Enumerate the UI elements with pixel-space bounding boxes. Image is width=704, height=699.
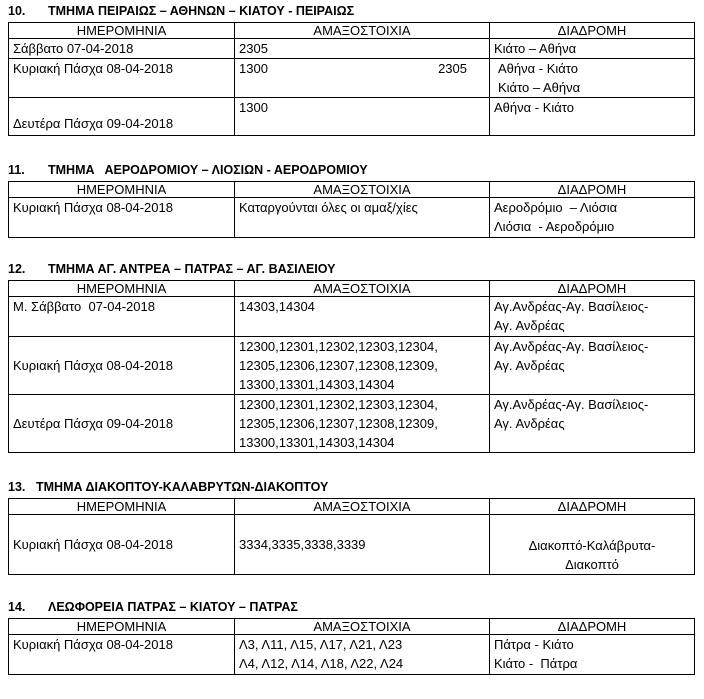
section-13-title (8, 480, 328, 498)
header-trains: ΑΜΑΞΟΣΤΟΙΧΙΑ (235, 23, 490, 39)
section-11-table (8, 181, 695, 238)
header-date: ΗΜΕΡΟΜΗΝΙΑ (9, 619, 235, 635)
train-line: 3334,3335,3338,3339 (239, 537, 366, 552)
table-row (9, 198, 695, 238)
section-12-table (8, 280, 695, 453)
section-14-title (8, 600, 298, 618)
table-row (9, 297, 695, 337)
header-route: ΔΙΑΔΡΟΜΗ (490, 23, 695, 39)
section-heading: ΤΜΗΜΑ ΑΕΡΟΔΡΟΜΙΟΥ – ΛΙΟΣΙΩΝ - ΑΕΡΟΔΡΟΜΙΟΥ (48, 163, 368, 177)
route-cell: Κιάτο – Αθήνα (490, 39, 695, 59)
section-number: 13. (8, 480, 26, 494)
header-route: ΔΙΑΔΡΟΜΗ (490, 281, 695, 297)
table-header-row (9, 619, 695, 635)
table-row (9, 39, 695, 59)
section-12-title (8, 262, 336, 280)
section-number: 11. (8, 163, 25, 177)
trains-cell: 14303,14304 (235, 297, 490, 337)
date-cell: Κυριακή Πάσχα 08-04-2018 (9, 59, 235, 98)
date-cell: Σάββατο 07-04-2018 (9, 39, 235, 59)
table-row (9, 98, 695, 136)
date-cell: Κυριακή Πάσχα 08-04-2018 (9, 635, 235, 675)
table-header-row (9, 182, 695, 198)
header-trains: ΑΜΑΞΟΣΤΟΙΧΙΑ (235, 281, 490, 297)
route-line: Κιάτο - Πάτρα (494, 656, 578, 671)
route-cell (490, 297, 695, 337)
header-date: ΗΜΕΡΟΜΗΝΙΑ (9, 499, 235, 515)
table-header-row (9, 499, 695, 515)
header-trains: ΑΜΑΞΟΣΤΟΙΧΙΑ (235, 182, 490, 198)
route-line: Αγ. Ανδρέας (494, 318, 565, 333)
route-cell (490, 59, 695, 98)
route-line: Αγ. Ανδρέας (494, 358, 565, 373)
table-row (9, 515, 695, 575)
date-cell (9, 98, 235, 136)
route-line: Πάτρα - Κιάτο (494, 637, 574, 652)
trains-cell (235, 395, 490, 453)
table-row (9, 395, 695, 453)
section-13-table (8, 498, 695, 575)
date-text: Δευτέρα Πάσχα 09-04-2018 (13, 416, 174, 431)
route-cell (490, 515, 695, 575)
header-trains: ΑΜΑΞΟΣΤΟΙΧΙΑ (235, 499, 490, 515)
header-route: ΔΙΑΔΡΟΜΗ (490, 182, 695, 198)
trains-cell: 2305 (235, 39, 490, 59)
section-heading: ΤΜΗΜΑ ΑΓ. ΑΝΤΡΕΑ – ΠΑΤΡΑΣ – ΑΓ. ΒΑΣΙΛΕΙΟΥ (48, 262, 336, 276)
route-line: Αεροδρόμιο – Λιόσια (494, 200, 618, 215)
route-cell (490, 395, 695, 453)
route-line: Αγ.Ανδρέας-Αγ. Βασίλειος- (494, 397, 649, 412)
section-heading: ΤΜΗΜΑ ΔΙΑΚΟΠΤΟΥ-ΚΑΛΑΒΡΥΤΩΝ-ΔΙΑΚΟΠΤΟΥ (36, 480, 329, 494)
date-cell: Μ. Σάββατο 07-04-2018 (9, 297, 235, 337)
table-row (9, 337, 695, 395)
section-14-table (8, 618, 695, 675)
train-line: 13300,13301,14303,14304 (239, 435, 395, 450)
date-cell (9, 515, 235, 575)
date-text: Δευτέρα Πάσχα 09-04-2018 (13, 116, 174, 131)
header-date: ΗΜΕΡΟΜΗΝΙΑ (9, 182, 235, 198)
header-date: ΗΜΕΡΟΜΗΝΙΑ (9, 23, 235, 39)
train-number: 2305 (438, 61, 467, 76)
section-number: 12. (8, 262, 26, 276)
table-row (9, 635, 695, 675)
trains-cell (235, 635, 490, 675)
header-route: ΔΙΑΔΡΟΜΗ (490, 499, 695, 515)
date-cell: Κυριακή Πάσχα 08-04-2018 (9, 198, 235, 238)
header-date: ΗΜΕΡΟΜΗΝΙΑ (9, 281, 235, 297)
route-cell (490, 337, 695, 395)
route-cell: Αθήνα - Κιάτο (490, 98, 695, 136)
train-line: 12300,12301,12302,12303,12304, (239, 397, 438, 412)
section-10-table (8, 22, 695, 136)
route-line: Διακοπτό-Καλάβρυτα- (528, 538, 656, 553)
table-header-row (9, 23, 695, 39)
train-line: 13300,13301,14303,14304 (239, 377, 395, 392)
route-line: Αγ.Ανδρέας-Αγ. Βασίλειος- (494, 299, 649, 314)
train-line: Λ3, Λ11, Λ15, Λ17, Λ21, Λ23 (239, 637, 403, 652)
route-line: Αθήνα - Κιάτο (498, 61, 578, 76)
date-text: Κυριακή Πάσχα 08-04-2018 (13, 358, 173, 373)
trains-cell (235, 337, 490, 395)
trains-cell: Καταργούνται όλες οι αμαξ/χίες (235, 198, 490, 238)
section-11-title (8, 163, 368, 181)
section-10-title (8, 4, 354, 22)
table-header-row (9, 281, 695, 297)
route-line: Αγ.Ανδρέας-Αγ. Βασίλειος- (494, 339, 649, 354)
table-row (9, 59, 695, 98)
train-line: 12305,12306,12307,12308,12309, (239, 416, 438, 431)
section-heading: ΤΜΗΜΑ ΠΕΙΡΑΙΩΣ – ΑΘΗΝΩΝ – ΚΙΑΤΟΥ - ΠΕΙΡΑΙΩΣ (48, 4, 355, 18)
trains-cell: 1300 (235, 98, 490, 136)
section-number: 14. (8, 600, 26, 614)
date-text: Κυριακή Πάσχα 08-04-2018 (13, 537, 173, 552)
route-line: Κιάτο – Αθήνα (498, 80, 581, 95)
section-number: 10. (8, 4, 26, 18)
route-cell (490, 635, 695, 675)
header-route: ΔΙΑΔΡΟΜΗ (490, 619, 695, 635)
train-line: 12305,12306,12307,12308,12309, (239, 358, 438, 373)
date-cell (9, 395, 235, 453)
trains-cell (235, 515, 490, 575)
train-line: 12300,12301,12302,12303,12304, (239, 339, 438, 354)
header-trains: ΑΜΑΞΟΣΤΟΙΧΙΑ (235, 619, 490, 635)
trains-cell (235, 59, 490, 98)
route-line: Διακοπτό (565, 557, 619, 572)
train-number: 1300 (239, 61, 268, 76)
route-line: Αγ. Ανδρέας (494, 416, 565, 431)
train-line: Λ4, Λ12, Λ14, Λ18, Λ22, Λ24 (239, 656, 404, 671)
date-cell (9, 337, 235, 395)
route-cell (490, 198, 695, 238)
section-heading: ΛΕΩΦΟΡΕΙΑ ΠΑΤΡΑΣ – ΚΙΑΤΟΥ – ΠΑΤΡΑΣ (48, 600, 298, 614)
route-line: Λιόσια - Αεροδρόμιο (494, 219, 615, 234)
